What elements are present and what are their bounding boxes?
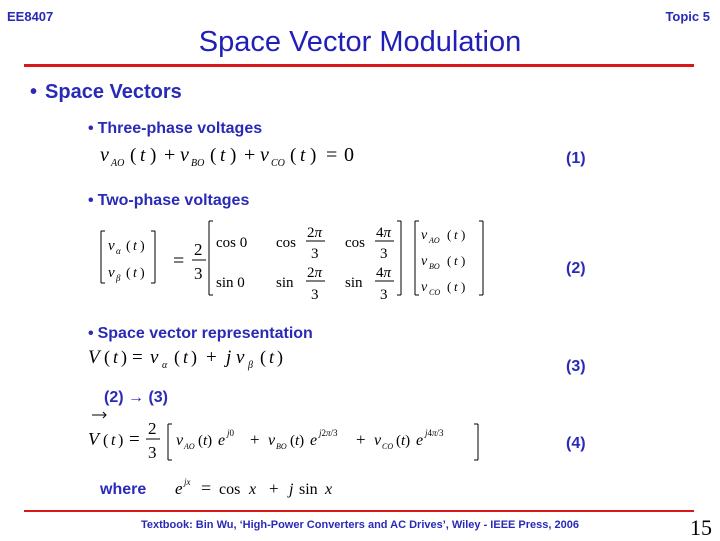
svg-text:sin 0: sin 0 <box>216 275 245 291</box>
svg-text:CO: CO <box>429 288 441 297</box>
svg-text:BO: BO <box>191 158 205 169</box>
svg-text:x: x <box>249 481 257 498</box>
svg-text:(: ( <box>290 145 297 166</box>
svg-text:(t): (t) <box>290 433 305 449</box>
svg-text:j: j <box>289 481 294 498</box>
svg-text:): ) <box>140 266 145 281</box>
svg-text:e: e <box>416 432 424 449</box>
svg-text:=: = <box>326 144 338 166</box>
svg-text:+: + <box>206 347 217 368</box>
svg-text:v: v <box>108 238 115 254</box>
svg-text:v: v <box>421 228 428 243</box>
svg-text:β: β <box>248 360 253 371</box>
svg-text:j0: j0 <box>227 428 235 438</box>
svg-text:+: + <box>244 144 256 166</box>
svg-text:v: v <box>421 254 428 269</box>
svg-text:): ) <box>277 347 283 367</box>
svg-text:V: V <box>88 429 99 449</box>
svg-text:α: α <box>116 246 121 256</box>
svg-text:(: ( <box>260 347 266 367</box>
equation-number-4: (4) <box>566 435 586 452</box>
svg-text:+: + <box>164 144 176 166</box>
svg-text:V: V <box>88 347 100 368</box>
svg-text:t: t <box>454 227 458 242</box>
svg-text:0: 0 <box>344 144 354 166</box>
equation-2 <box>95 215 515 315</box>
svg-text:3: 3 <box>380 246 388 262</box>
svg-text:+: + <box>250 430 260 449</box>
svg-text:v: v <box>108 265 115 281</box>
svg-text:): ) <box>191 347 197 367</box>
course-code: EE8407 <box>7 9 54 24</box>
svg-text:(: ( <box>447 279 452 294</box>
svg-text:): ) <box>461 279 466 294</box>
svg-text:(: ( <box>130 145 137 166</box>
svg-text:2π: 2π <box>307 265 323 281</box>
svg-text:2: 2 <box>194 240 203 259</box>
item-three-phase <box>88 120 262 138</box>
svg-text:t: t <box>140 145 146 166</box>
equation-3 <box>88 343 348 373</box>
equation-number-1: (1) <box>566 150 586 167</box>
bullet-icon: • <box>88 120 94 137</box>
footer-citation: Textbook: Bin Wu, ‘High-Power Converters and AC Drives’, Wiley - IEEE Press, 2006 <box>141 519 579 531</box>
svg-text:CO: CO <box>382 442 394 451</box>
svg-text:AO: AO <box>184 442 195 451</box>
svg-text:2π: 2π <box>307 225 323 241</box>
svg-text:v: v <box>236 347 245 368</box>
svg-text:3: 3 <box>311 246 319 262</box>
svg-text:+: + <box>269 479 279 498</box>
topic-label: Topic 5 <box>665 9 710 24</box>
svg-text:j4π/3: j4π/3 <box>425 428 444 438</box>
svg-text:=: = <box>129 429 140 450</box>
derivation-note: (2) → (3) <box>104 389 168 406</box>
svg-text:v: v <box>374 432 382 449</box>
svg-text:α: α <box>162 360 168 371</box>
svg-text:): ) <box>461 227 466 242</box>
page-title: Space Vector Modulation <box>198 26 522 58</box>
svg-text:t: t <box>454 279 458 294</box>
footer-divider <box>24 510 694 512</box>
item-three-phase-label: Three-phase voltages <box>97 120 263 137</box>
svg-text:4π: 4π <box>376 225 392 241</box>
svg-text:v: v <box>100 144 109 166</box>
svg-text:t: t <box>111 432 116 449</box>
svg-text:3: 3 <box>311 287 319 303</box>
svg-text:t: t <box>269 347 275 367</box>
svg-text:cos: cos <box>219 481 241 498</box>
svg-text:): ) <box>230 145 237 166</box>
svg-text:): ) <box>140 239 145 254</box>
svg-text:t: t <box>133 266 137 281</box>
svg-text:v: v <box>150 347 159 368</box>
svg-text:(: ( <box>447 253 452 268</box>
item-two-phase-label: Two-phase voltages <box>97 192 250 209</box>
svg-text:(: ( <box>174 347 180 367</box>
item-space-vector <box>88 325 313 343</box>
svg-text:v: v <box>260 144 269 166</box>
svg-text:j: j <box>226 347 232 368</box>
svg-text:sin: sin <box>276 275 294 291</box>
svg-text:cos 0: cos 0 <box>216 235 248 251</box>
svg-text:(: ( <box>103 432 109 449</box>
svg-text:t: t <box>183 347 189 367</box>
svg-text:(t): (t) <box>198 433 213 449</box>
svg-text:cos: cos <box>345 235 365 251</box>
title-divider <box>24 64 694 67</box>
svg-text:3: 3 <box>148 443 157 462</box>
euler-formula <box>175 474 375 504</box>
svg-text:jx: jx <box>184 477 191 487</box>
svg-text:3: 3 <box>380 287 388 303</box>
svg-text:cos: cos <box>276 235 296 251</box>
svg-text:): ) <box>461 253 466 268</box>
svg-text:AO: AO <box>429 236 440 245</box>
svg-text:+: + <box>356 430 366 449</box>
svg-text:β: β <box>116 273 121 283</box>
equation-1 <box>100 140 400 170</box>
svg-text:t: t <box>300 145 306 166</box>
svg-text:sin: sin <box>345 275 363 291</box>
svg-text:v: v <box>268 432 276 449</box>
bullet-icon: • <box>88 325 94 342</box>
svg-text:AO: AO <box>111 158 125 169</box>
svg-text:2: 2 <box>148 419 157 438</box>
bullet-icon: • <box>88 192 94 209</box>
equation-number-3: (3) <box>566 358 586 375</box>
svg-text:=: = <box>173 250 185 272</box>
svg-text:): ) <box>118 432 124 449</box>
svg-text:(: ( <box>104 347 110 367</box>
equation-number-2: (2) <box>566 260 586 277</box>
svg-text:v: v <box>180 144 189 166</box>
svg-text:e: e <box>218 432 226 449</box>
svg-text:): ) <box>150 145 157 166</box>
section-heading <box>30 81 182 104</box>
svg-text:t: t <box>113 347 119 367</box>
item-two-phase <box>88 192 249 210</box>
svg-text:x: x <box>325 481 333 498</box>
item-space-vector-label: Space vector representation <box>97 325 313 342</box>
bullet-icon: • <box>30 81 38 103</box>
svg-text:e: e <box>310 432 318 449</box>
svg-text:e: e <box>175 479 183 498</box>
svg-text:(: ( <box>447 227 452 242</box>
equation-4 <box>88 410 488 470</box>
svg-text:v: v <box>176 432 184 449</box>
svg-text:t: t <box>454 253 458 268</box>
svg-text:CO: CO <box>271 158 285 169</box>
svg-text:t: t <box>220 145 226 166</box>
svg-text:(t): (t) <box>396 433 411 449</box>
svg-text:): ) <box>310 145 317 166</box>
svg-text:=: = <box>201 478 212 498</box>
svg-text:(: ( <box>126 239 131 254</box>
where-label: where <box>100 481 147 498</box>
svg-text:v: v <box>421 280 428 295</box>
svg-text:(: ( <box>126 266 131 281</box>
svg-text:=: = <box>132 347 143 368</box>
svg-text:j2π/3: j2π/3 <box>319 428 338 438</box>
svg-text:4π: 4π <box>376 265 392 281</box>
svg-text:sin: sin <box>299 481 318 498</box>
section-heading-text: Space Vectors <box>45 81 182 103</box>
svg-text:t: t <box>133 239 137 254</box>
svg-text:BO: BO <box>276 442 287 451</box>
svg-text:(: ( <box>210 145 217 166</box>
page-number: 15 <box>690 515 712 540</box>
svg-text:3: 3 <box>194 264 203 283</box>
svg-text:BO: BO <box>429 262 440 271</box>
svg-text:): ) <box>121 347 127 367</box>
